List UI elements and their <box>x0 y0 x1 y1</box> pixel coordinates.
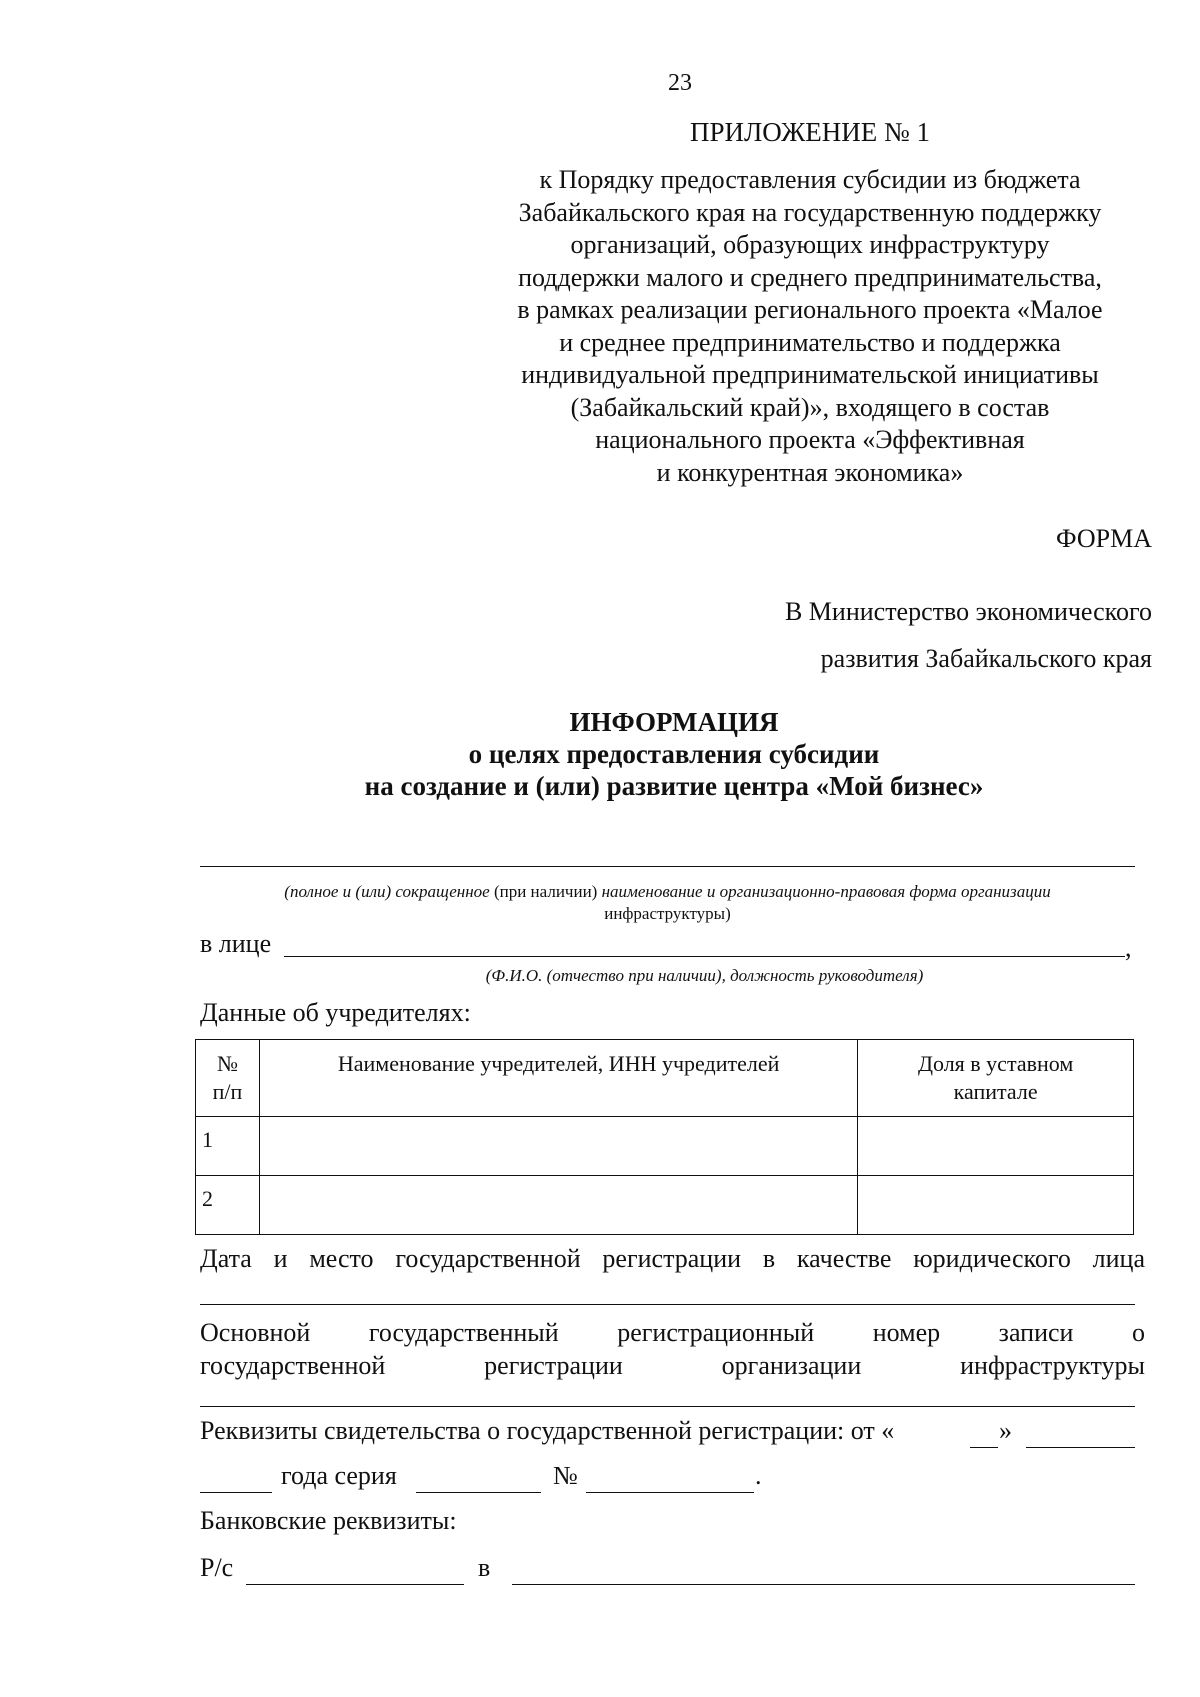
title-line: ИНФОРМАЦИЯ <box>569 707 779 737</box>
founder-name-cell[interactable] <box>259 1117 857 1176</box>
certificate-month-field[interactable] <box>1026 1447 1135 1448</box>
document-title <box>0 706 1200 802</box>
caption-part: наименование и организационно-правовая форма организации <box>601 882 1051 901</box>
founders-heading: Данные об учредителях: <box>200 998 471 1027</box>
header-text: п/п <box>212 1079 243 1104</box>
appendix-line: национального проекта «Эффективная <box>595 425 1025 454</box>
certificate-day-field[interactable] <box>970 1447 998 1448</box>
bank-name-field[interactable] <box>512 1584 1135 1585</box>
certificate-year-field[interactable] <box>200 1492 272 1493</box>
addressee-line: развития Забайкальского края <box>820 644 1152 673</box>
account-number-field[interactable] <box>246 1584 464 1585</box>
caption-part: (при наличии) <box>489 882 602 901</box>
period: . <box>755 1461 762 1490</box>
header-text: № <box>216 1051 238 1076</box>
director-name-field[interactable] <box>284 956 1125 957</box>
capital-share-cell[interactable] <box>858 1117 1134 1176</box>
title-line: на создание и (или) развитие центра «Мой бизнес» <box>364 771 984 801</box>
appendix-line: к Порядку предоставления субсидии из бюджета <box>539 165 1081 194</box>
organization-name-caption <box>200 881 1135 925</box>
column-capital-share <box>858 1040 1134 1117</box>
appendix-line: в рамках реализации регионального проекта «Малое <box>517 295 1103 324</box>
column-founder-name: Наименование учредителей, ИНН учредителей <box>259 1040 857 1117</box>
founder-name-cell[interactable] <box>259 1176 857 1235</box>
ogrn-label <box>200 1316 1145 1382</box>
account-label: Р/с <box>200 1553 234 1582</box>
appendix-line: и среднее предпринимательство и поддержка <box>559 327 1061 357</box>
comma: , <box>1125 933 1132 962</box>
form-label: ФОРМА <box>1056 524 1152 553</box>
certificate-series-field[interactable] <box>416 1492 541 1493</box>
page-number: 23 <box>668 70 692 96</box>
appendix-title: ПРИЛОЖЕНИЕ № 1 <box>689 117 931 147</box>
number-sign: № <box>553 1461 578 1490</box>
table-row <box>196 1176 1134 1235</box>
header-text: Доля в уставном <box>917 1051 1074 1076</box>
addressee <box>785 588 1152 682</box>
ogrn-line: Основной государственный регистрационный номер записи о <box>200 1318 1145 1347</box>
caption-part: (полное и (или) сокращенное <box>284 882 490 901</box>
row-number: 1 <box>196 1117 260 1176</box>
registration-date-place-field[interactable] <box>200 1304 1135 1305</box>
ogrn-line: государственной регистрации организации инфраструктуры <box>200 1351 1145 1380</box>
appendix-line: поддержки малого и среднего предпринимательства, <box>518 262 1102 292</box>
certificate-number-field[interactable] <box>586 1492 754 1493</box>
column-number <box>196 1040 260 1117</box>
quote-close: » <box>999 1416 1012 1445</box>
appendix-line: (Забайкальский край)», входящего в состав <box>570 392 1050 422</box>
ogrn-field[interactable] <box>200 1406 1135 1407</box>
director-caption: (Ф.И.О. (отчество при наличии), должность руководителя) <box>485 966 924 985</box>
appendix-line: организаций, образующих инфраструктуру <box>570 230 1050 259</box>
founders-table <box>195 1039 1134 1235</box>
appendix-line: и конкурентная экономика» <box>656 457 964 487</box>
bank-heading: Банковские реквизиты: <box>200 1506 457 1535</box>
in-bank-label: в <box>478 1553 491 1582</box>
capital-share-cell[interactable] <box>858 1176 1134 1235</box>
appendix-reference <box>460 164 1160 489</box>
appendix-line: Забайкальского края на государственную поддержку <box>518 197 1102 227</box>
registration-date-place-label: Дата и место государственной регистрации в качестве юридического лица <box>200 1244 1145 1273</box>
addressee-line: В Министерство экономического <box>784 597 1152 626</box>
table-header-row <box>196 1040 1134 1117</box>
caption-part: инфраструктуры) <box>604 904 731 923</box>
year-series-label: года серия <box>281 1461 397 1490</box>
row-number: 2 <box>196 1176 260 1235</box>
table-row <box>196 1117 1134 1176</box>
header-text: капитале <box>953 1079 1038 1104</box>
title-line: о целях предоставления субсидии <box>468 739 880 769</box>
organization-name-field[interactable] <box>200 866 1135 867</box>
appendix-line: индивидуальной предпринимательской инициативы <box>521 360 1099 389</box>
certificate-label: Реквизиты свидетельства о государственной регистрации: от « <box>200 1416 895 1445</box>
in-person-label: в лице <box>200 929 272 958</box>
